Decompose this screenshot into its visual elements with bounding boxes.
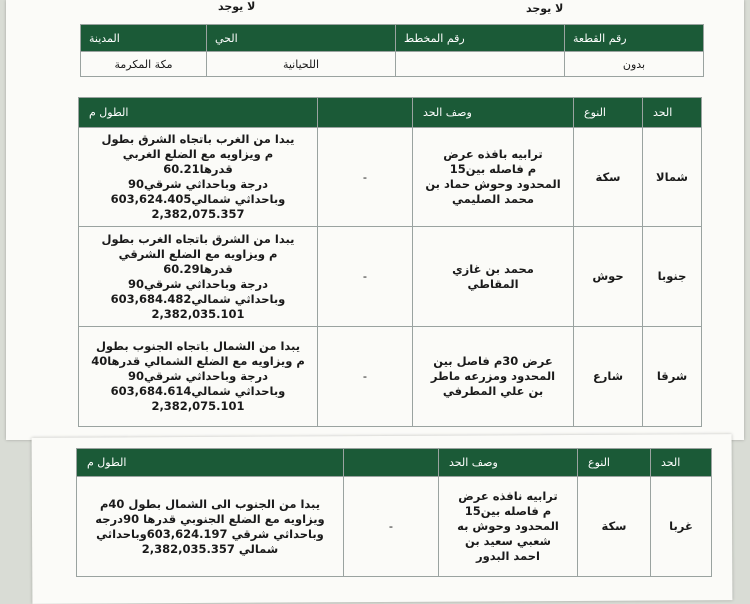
boundary-length: يبدا من الشمال باتجاه الجنوب بطول م ويزاويه مع الضلع الشمالي قدرها40 درجة وباحداثي شرقي90 وباحداثي شمالي603,684.614 2,382,075.101 xyxy=(79,327,318,427)
city-value: مكة المكرمة xyxy=(81,52,207,77)
boundary-direction: شرقا xyxy=(643,327,702,427)
table-row xyxy=(79,227,702,327)
boundaries-table xyxy=(78,97,702,427)
table-row xyxy=(79,128,702,227)
top-note-right: لا يوجد xyxy=(526,2,564,15)
header-plan-number: رقم المخطط xyxy=(396,25,565,52)
boundary-direction: شمالا xyxy=(643,128,702,227)
boundary-type: حوش xyxy=(574,227,643,327)
plan-number-value xyxy=(396,52,565,77)
header-boundary: الحد xyxy=(643,98,702,128)
boundary-description: عرض 30م فاصل بين المحدود ومزرعه ماطر بن علي المطرفي xyxy=(413,327,574,427)
header-description: وصف الحد xyxy=(413,98,574,128)
boundary-length: يبدا من الجنوب الى الشمال بطول 40م ويزاويه مع الضلع الجنوبي قدرها 90درجه وباحداثي شرقي 603,624.197وباحداثي شمالي 2,382,035.357 xyxy=(77,477,344,577)
district-value: اللحيانية xyxy=(207,52,396,77)
plot-number-value: بدون xyxy=(565,52,704,77)
boundary-length: يبدا من الغرب باتجاه الشرق بطول م ويزاويه مع الضلع الغربي قدرها60.21 درجة وباحداثي شرقي90 وباحداثي شمالي603,624.405 2,382,075.357 xyxy=(79,128,318,227)
header-type: النوع xyxy=(578,449,651,477)
boundary-description: ترابيه نافذه عرض م فاصله بين15 المحدود وحوش به شعبي سعيد بن احمد البدور xyxy=(439,477,578,577)
boundary-dash: - xyxy=(344,477,439,577)
boundary-dash: - xyxy=(318,227,413,327)
header-type: النوع xyxy=(574,98,643,128)
top-note-left: لا يوجد xyxy=(218,0,256,13)
boundary-type: سكة xyxy=(574,128,643,227)
header-blank xyxy=(344,449,439,477)
boundary-dash: - xyxy=(318,128,413,227)
boundary-length: يبدا من الشرق باتجاه الغرب بطول م ويزاويه مع الضلع الشرقي قدرها60.29 درجة وباحداثي شرقي90 وباحداثي شمالي603,684.482 2,382,035.101 xyxy=(79,227,318,327)
boundary-dash: - xyxy=(318,327,413,427)
header-length: الطول م xyxy=(77,449,344,477)
header-boundary: الحد xyxy=(651,449,712,477)
boundaries-table-continued xyxy=(76,448,712,577)
table-row xyxy=(77,477,712,577)
header-length: الطول م xyxy=(79,98,318,128)
header-blank xyxy=(318,98,413,128)
boundary-direction: غربا xyxy=(651,477,712,577)
header-plot-number: رقم القطعة xyxy=(565,25,704,52)
header-city: المدينة xyxy=(81,25,207,52)
header-district: الحي xyxy=(207,25,396,52)
header-description: وصف الحد xyxy=(439,449,578,477)
boundary-description: ترابيه بافذه عرض م فاصله بين15 المحدود وحوش حماد بن محمد الصليمي xyxy=(413,128,574,227)
boundary-direction: جنوبا xyxy=(643,227,702,327)
plot-info-table xyxy=(80,24,704,77)
table-row xyxy=(79,327,702,427)
boundary-type: شارع xyxy=(574,327,643,427)
boundary-type: سكة xyxy=(578,477,651,577)
boundary-description: محمد بن غازي المقاطي xyxy=(413,227,574,327)
